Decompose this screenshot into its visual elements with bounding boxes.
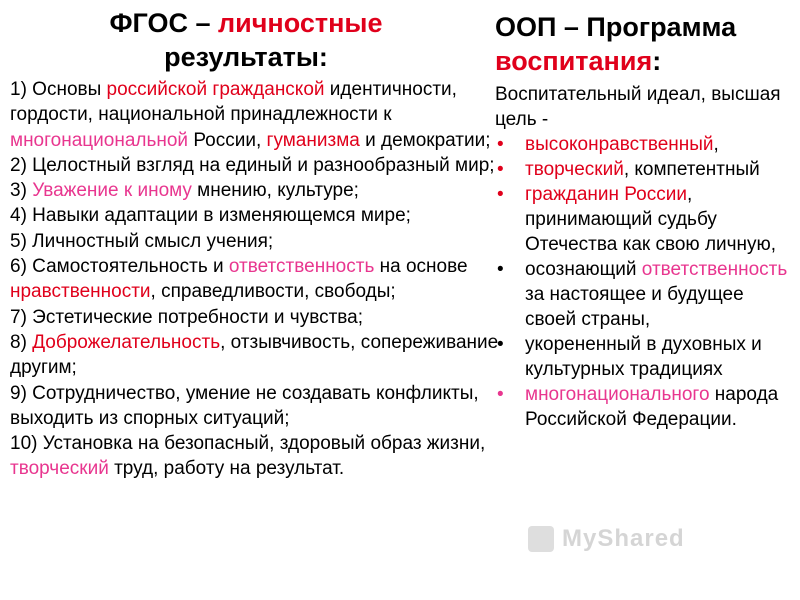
right-bullet-list <box>495 132 795 432</box>
text-segment: многонациональной <box>10 129 189 151</box>
text-segment: ответственность <box>228 256 375 278</box>
left-column <box>10 0 500 482</box>
text-segment: , <box>713 134 719 155</box>
left-results-list <box>10 77 500 482</box>
left-heading-part3: результаты: <box>164 42 328 72</box>
text-segment: и демократии; <box>359 129 491 151</box>
text-segment: 3) <box>10 180 33 202</box>
result-item <box>10 254 500 305</box>
bullet-dot-icon: • <box>497 184 504 205</box>
text-segment: за настоящее и будущее своей страны, <box>525 284 744 330</box>
left-heading <box>0 0 500 74</box>
bullet-item <box>495 132 795 157</box>
text-segment: труд, работу на результат. <box>108 458 345 480</box>
text-segment: идентичности, гордости, национальной принадлежности к <box>10 79 457 126</box>
text-segment: мнению, культуре; <box>191 180 359 202</box>
result-item <box>10 178 500 203</box>
text-segment: многонационального <box>525 384 710 405</box>
bullet-item <box>495 182 795 257</box>
text-segment: 4) Навыки адаптации в изменяющемся мире; <box>10 205 411 227</box>
bullet-item <box>495 332 795 382</box>
watermark <box>528 522 768 556</box>
watermark-text: MyShared <box>562 525 685 552</box>
bullet-item <box>495 382 795 432</box>
result-item <box>10 77 500 153</box>
text-segment: , справедливости, свободы; <box>150 281 396 303</box>
bullet-item <box>495 157 795 182</box>
text-segment: 8) <box>10 331 33 353</box>
text-segment: народа Российской Федерации. <box>525 384 779 430</box>
text-segment: , принимающий судьбу Отечества как свою личную, <box>525 184 777 255</box>
text-segment: России, <box>188 129 262 151</box>
text-segment: творческий <box>525 159 624 180</box>
right-intro: Воспитательный идеал, высшая цель - <box>495 84 781 130</box>
text-segment: творческий <box>10 458 109 480</box>
bullet-dot-icon: • <box>497 259 504 280</box>
result-item <box>10 203 500 228</box>
text-segment: осознающий <box>525 259 642 280</box>
result-item <box>10 229 500 254</box>
text-segment: на основе <box>374 256 468 278</box>
result-item <box>10 431 500 482</box>
right-heading-highlight: воспитания <box>495 46 653 76</box>
text-segment: 5) Личностный смысл учения; <box>10 230 274 252</box>
text-segment: ответственность <box>641 259 788 280</box>
result-item <box>10 153 500 178</box>
text-segment: российской гражданской <box>106 79 325 100</box>
bullet-dot-icon: • <box>497 159 504 180</box>
text-segment: 7) Эстетические потребности и чувства; <box>10 306 364 328</box>
bullet-dot-icon: • <box>497 384 504 405</box>
right-column <box>495 0 795 432</box>
text-segment: Уважение к иному <box>32 180 192 202</box>
bullet-item <box>495 257 795 332</box>
text-segment: высоконравственный <box>525 134 714 155</box>
text-segment: нравственности <box>10 281 151 303</box>
text-segment: укорененный в духовных и культурных традициях <box>525 334 762 380</box>
text-segment: 9) Сотрудничество, умение не создавать конфликты, выходить из спорных ситуаций; <box>10 382 479 429</box>
text-segment: 6) Самостоятельность и <box>10 256 229 278</box>
left-heading-highlight: личностные <box>218 8 383 38</box>
watermark-logo-icon <box>528 526 554 552</box>
result-item <box>10 381 500 432</box>
text-segment: 2) Целостный взгляд на единый и разнообразный мир; <box>10 154 495 176</box>
right-heading <box>495 0 795 78</box>
text-segment: 10) Установка на безопасный, здоровый образ жизни, <box>10 433 486 455</box>
text-segment: гражданин России <box>525 184 687 205</box>
result-item <box>10 330 500 381</box>
bullet-dot-icon: • <box>497 134 504 155</box>
left-heading-part1: ФГОС – <box>109 8 218 38</box>
text-segment: , отзывчивость, сопереживание другим; <box>10 331 499 379</box>
result-item <box>10 305 500 330</box>
text-segment: , компетентный <box>623 159 760 180</box>
text-segment: гуманизма <box>266 129 360 151</box>
text-segment: 1) Основы <box>10 79 107 100</box>
right-heading-part3: : <box>652 46 662 76</box>
bullet-dot-icon: • <box>497 334 504 355</box>
text-segment: Доброжелательность <box>32 331 221 353</box>
right-heading-part1: ООП – Программа <box>495 12 737 42</box>
